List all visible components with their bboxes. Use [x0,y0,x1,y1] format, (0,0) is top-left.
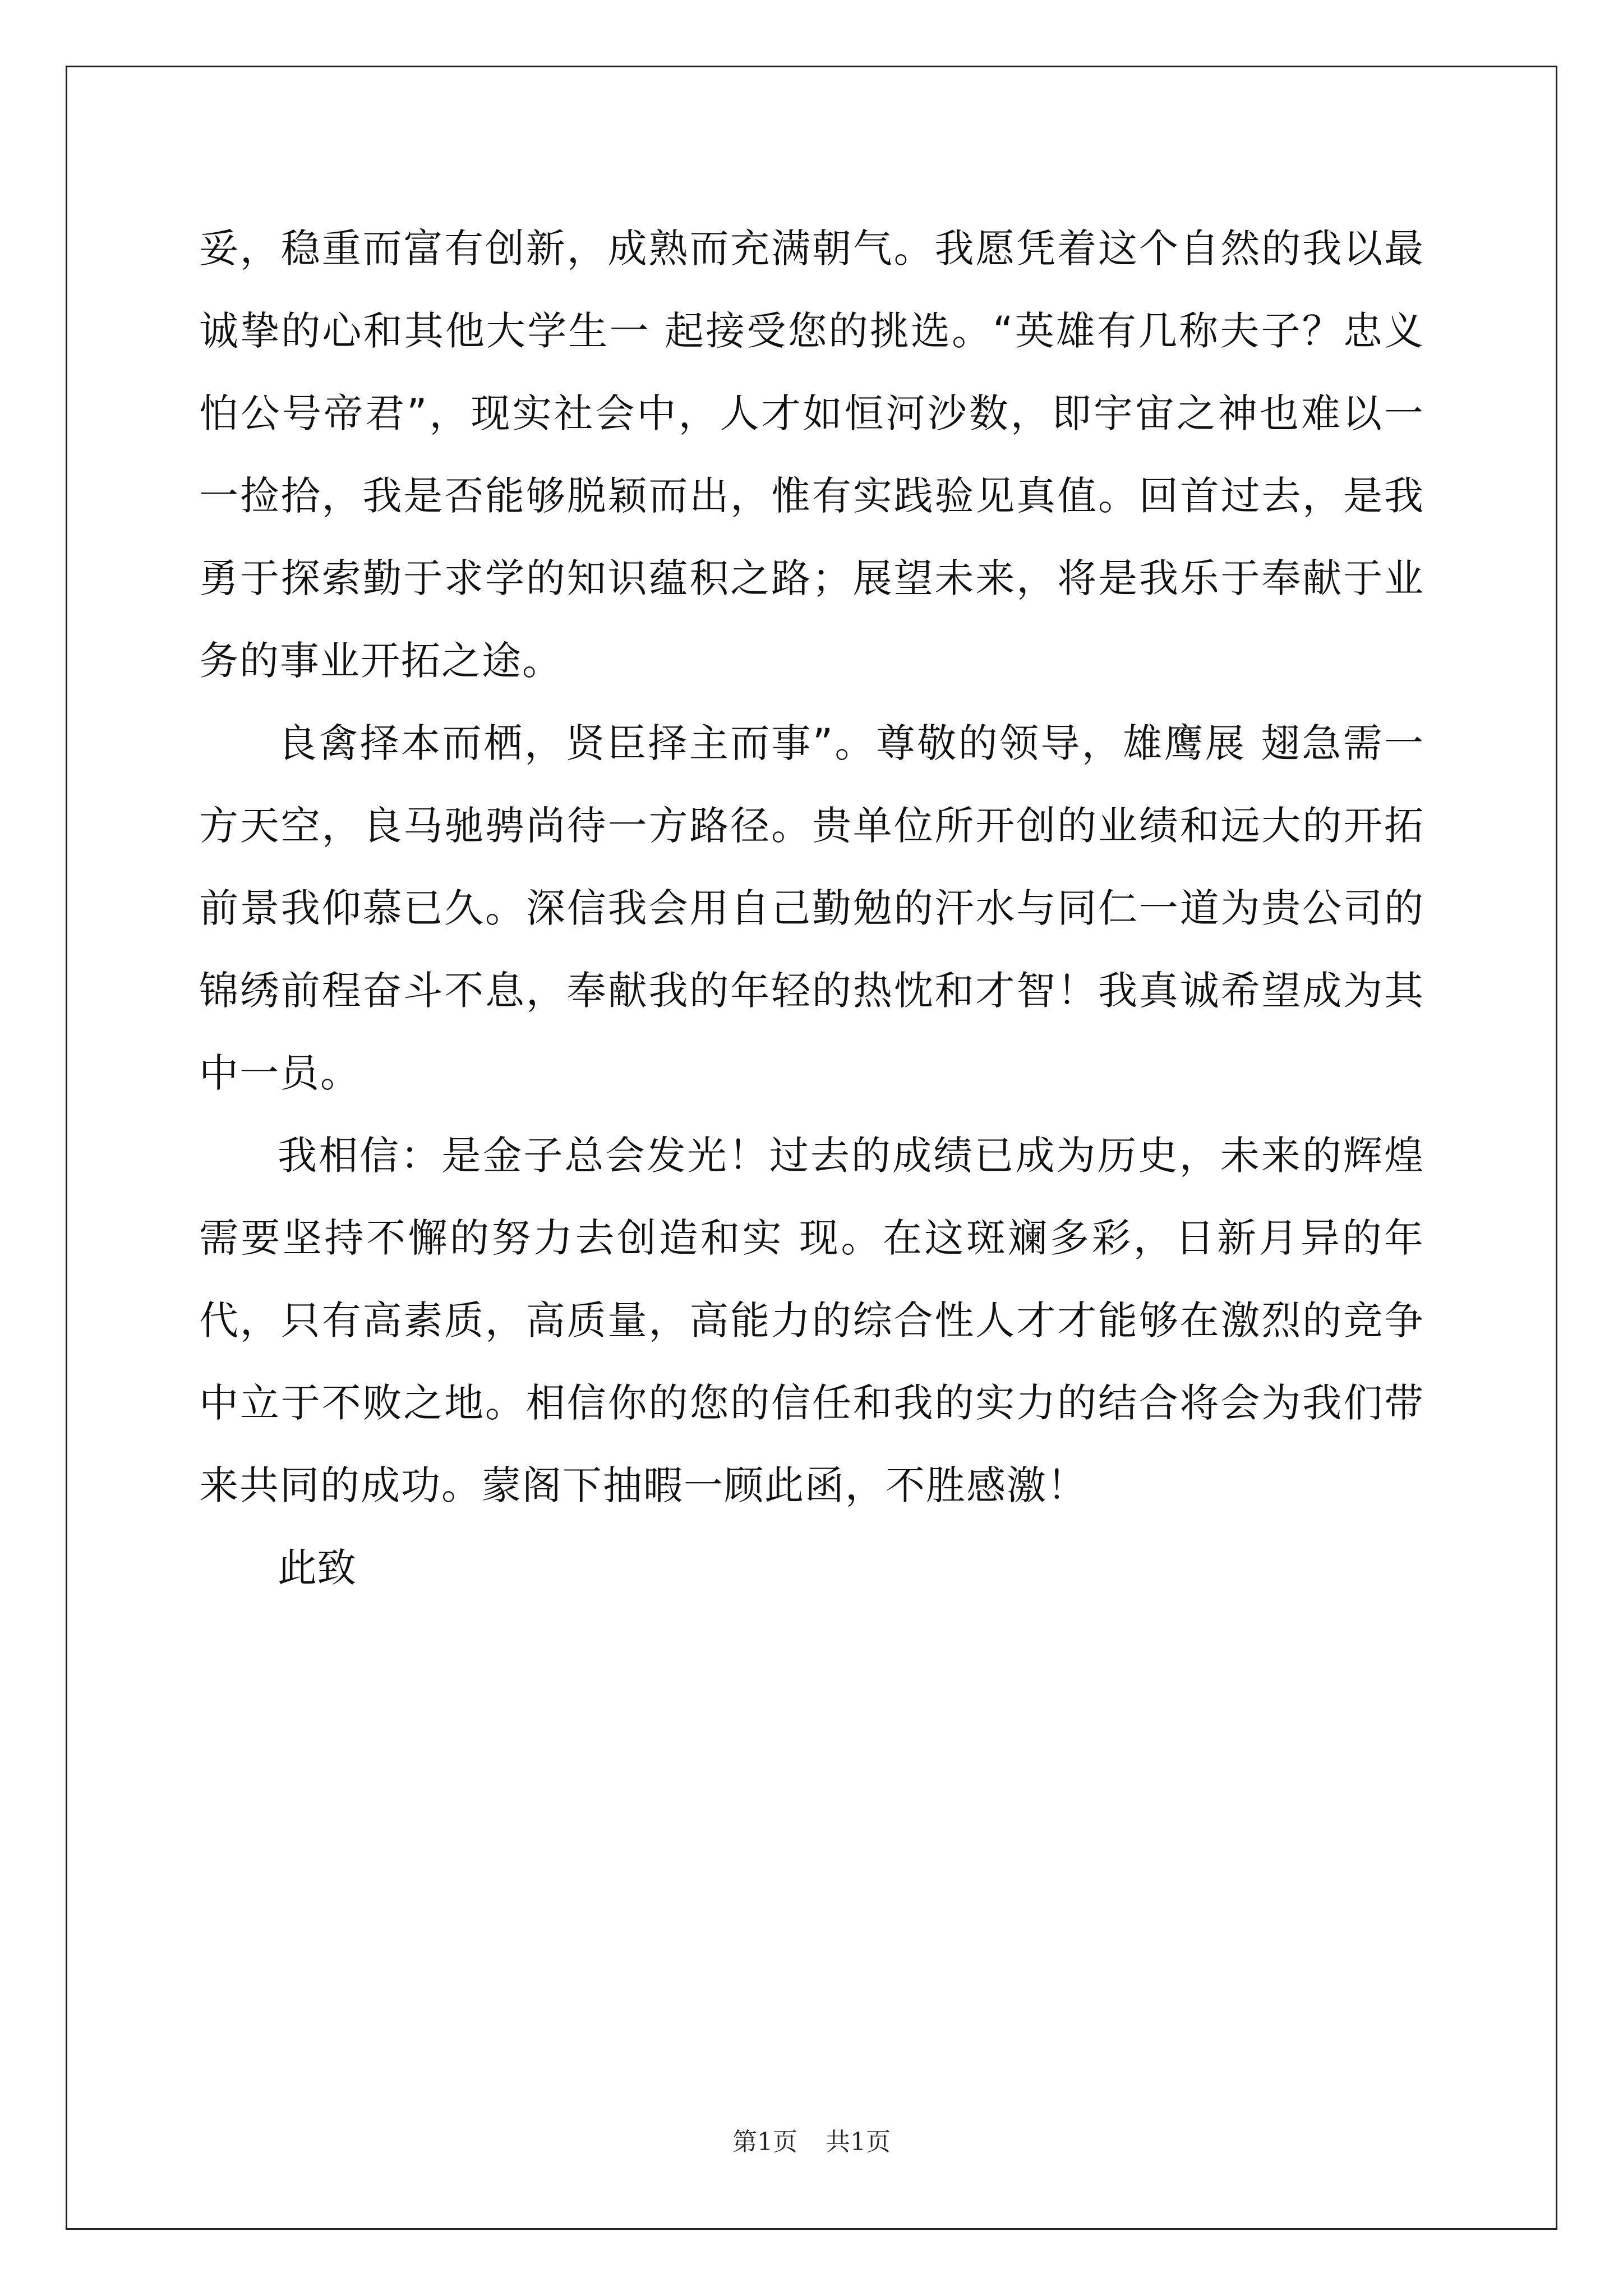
closing-salutation: 此致 [278,1545,356,1591]
page-total: 共1页 [826,2128,891,2156]
page-number: 第1页 [732,2128,797,2156]
paragraph-3: 我相信：是金子总会发光！过去的成绩已成为历史，未来的辉煌需要坚持不懈的努力去创造和实 现。在这斑斓多彩，日新月异的年代，只有高素质，高质量，高能力的综合性人才才能够在激烈的竞争中立于不败之地。相信你的您的信任和我的实力的结合将会为我们带来共同的成功。蒙阁下抽暇一顾此函，不胜感激！ [199,1133,1424,1508]
paragraph-2: 良禽择本而栖，贤臣择主而事”。尊敬的领导，雄鹰展 翅急需一方天空，良马驰骋尚待一方路径。贵单位所开创的业绩和远大的开拓前景我仰慕已久。深信我会用自己勤勉的汗水与同仁一道为贵公司的锦绣前程奋斗不息，奉献我的年轻的热忱和才智！我真诚希望成为其中一员。 [199,720,1424,1096]
paragraph-1: 妥，稳重而富有创新，成熟而充满朝气。我愿凭着这个自然的我以最诚挚的心和其他大学生一 起接受您的挑选。“英雄有几称夫子？忠义怕公号帝君”，现实社会中，人才如恒河沙数，即宇宙之神也难以一一捡拾，我是否能够脱颖而出，惟有实践验见真值。回首过去，是我勇于探索勤于求学的知识蕴积之路；展望未来，将是我乐于奉献于业务的事业开拓之途。 [199,226,1424,684]
letter-body [199,208,1424,1609]
page-footer [0,2122,1623,2157]
